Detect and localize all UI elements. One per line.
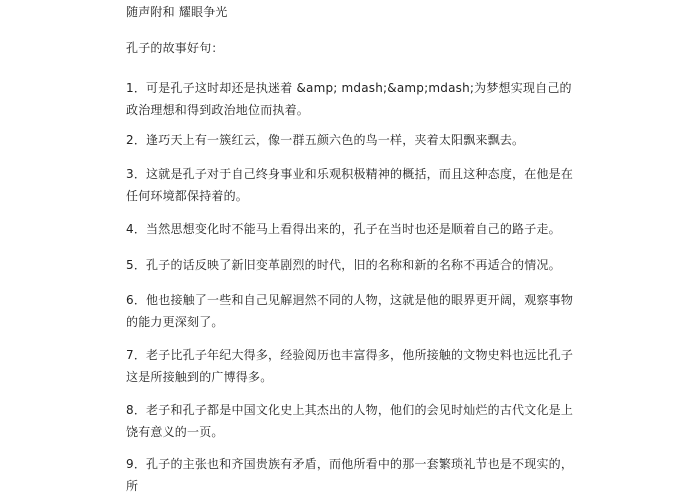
item-number: 7． xyxy=(126,348,147,362)
list-item xyxy=(126,254,581,276)
list-item xyxy=(126,289,581,333)
item-text: 当然思想变化时不能马上看得出来的，孔子在当时也还是顺着自己的路子走。 xyxy=(146,222,561,236)
list-item xyxy=(126,399,581,443)
list-item xyxy=(126,129,581,151)
item-text: 老子比孔子年纪大得多，经验阅历也丰富得多，他所接触的文物史料也远比孔子这是所接触到的广博得多。 xyxy=(126,348,574,384)
item-number: 6． xyxy=(126,293,147,307)
list-item xyxy=(126,163,581,207)
list-item xyxy=(126,453,581,497)
item-text: 孔子的主张也和齐国贵族有矛盾，而他所看中的那一套繁琐礼节也是不现实的，所 xyxy=(126,457,574,493)
list-item xyxy=(126,218,581,240)
item-text: 逢巧天上有一簇红云，像一群五颜六色的鸟一样，夹着太阳飘来飘去。 xyxy=(146,133,525,147)
section-title: 孔子的故事好句： xyxy=(126,41,224,55)
item-number: 4． xyxy=(126,222,147,236)
item-number: 1． xyxy=(126,81,147,95)
item-text: 老子和孔子都是中国文化史上其杰出的人物，他们的会见时灿烂的古代文化是上饶有意义的一页。 xyxy=(126,403,574,439)
item-text: 这就是孔子对于自己终身事业和乐观积极精神的概括，而且这种态度，在他是在任何环境都保持着的。 xyxy=(126,167,574,203)
item-number: 2． xyxy=(126,133,147,147)
item-number: 8． xyxy=(126,403,147,417)
item-text: 孔子的话反映了新旧变革剧烈的时代，旧的名称和新的名称不再适合的情况。 xyxy=(146,258,561,272)
list-item xyxy=(126,77,581,121)
list-item xyxy=(126,344,581,388)
header-line: 随声附和 耀眼争光 xyxy=(126,5,228,19)
item-number: 3． xyxy=(126,167,147,181)
item-number: 5． xyxy=(126,258,147,272)
item-number: 9． xyxy=(126,457,147,471)
item-text: 他也接触了一些和自己见解迥然不同的人物，这就是他的眼界更开阔，观察事物的能力更深刻了。 xyxy=(126,293,574,329)
item-text: 可是孔子这时却还是执迷着 &amp; mdash;&amp;mdash;为梦想实现自己的政治理想和得到政治地位而执着。 xyxy=(126,81,572,117)
